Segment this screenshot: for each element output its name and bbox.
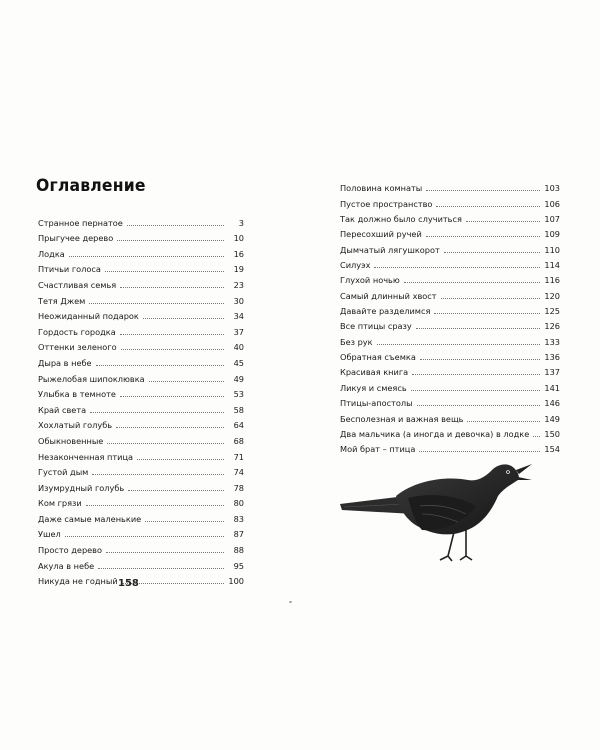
toc-entry-title: Обыкновенные <box>38 435 104 446</box>
toc-list-right <box>340 178 560 454</box>
toc-entry-title: Обратная съемка <box>340 352 416 363</box>
toc-dot-leader <box>417 404 540 406</box>
toc-entry[interactable] <box>38 212 244 228</box>
toc-entry-page: 58 <box>233 404 244 415</box>
toc-dot-leader <box>137 458 224 460</box>
toc-dot-leader <box>444 251 540 253</box>
toc-dot-leader <box>116 426 224 428</box>
toc-entry-page: 110 <box>544 244 560 255</box>
toc-entry[interactable] <box>38 337 244 353</box>
toc-entry-title: Изумрудный голубь <box>38 482 125 493</box>
toc-list-left <box>38 212 244 586</box>
toc-entry[interactable] <box>38 524 244 540</box>
toc-dot-leader <box>127 224 224 226</box>
toc-dot-leader <box>107 442 224 444</box>
toc-entry-title: Самый длинный хвост <box>340 290 437 301</box>
toc-entry-title: Ликуя и смеясь <box>340 382 407 393</box>
toc-entry-page: 109 <box>544 229 560 240</box>
toc-entry[interactable] <box>38 321 244 337</box>
toc-entry-title: Силуэх <box>340 260 371 271</box>
toc-entry[interactable] <box>340 301 560 316</box>
toc-entry[interactable] <box>38 508 244 524</box>
toc-entry[interactable] <box>340 424 560 439</box>
toc-dot-leader <box>420 358 540 360</box>
toc-dot-leader <box>143 317 224 319</box>
toc-dot-leader <box>120 395 224 397</box>
toc-entry-page: 30 <box>233 295 244 306</box>
toc-entry[interactable] <box>340 331 560 346</box>
toc-entry-page: 107 <box>544 214 560 225</box>
toc-dot-leader <box>374 266 540 268</box>
toc-entry-page: 37 <box>233 326 244 337</box>
toc-entry-title: Ком грязи <box>38 498 82 509</box>
toc-entry[interactable] <box>340 347 560 362</box>
toc-entry-page: 34 <box>233 311 244 322</box>
toc-entry-title: Край света <box>38 404 87 415</box>
toc-dot-leader <box>128 489 224 491</box>
toc-entry-title: Красивая книга <box>340 367 409 378</box>
toc-entry[interactable] <box>340 224 560 239</box>
toc-entry[interactable] <box>340 178 560 193</box>
toc-entry-page: 78 <box>233 482 244 493</box>
toc-dot-leader <box>436 205 540 207</box>
toc-entry[interactable] <box>38 243 244 259</box>
toc-entry[interactable] <box>38 571 244 587</box>
toc-dot-leader <box>467 420 540 422</box>
toc-entry-page: 137 <box>544 367 560 378</box>
toc-dot-leader <box>426 189 540 191</box>
toc-dot-leader <box>86 504 224 506</box>
toc-dot-leader <box>120 286 224 288</box>
toc-entry-title: Птичьи голоса <box>38 264 101 275</box>
toc-entry-title: Лодка <box>38 248 65 259</box>
toc-dot-leader <box>90 411 224 413</box>
toc-dot-leader <box>145 520 224 522</box>
toc-entry-page: 116 <box>544 275 560 286</box>
toc-entry[interactable] <box>38 399 244 415</box>
toc-entry-page: 74 <box>233 467 244 478</box>
toc-entry-page: 87 <box>233 529 244 540</box>
toc-entry-title: Половина комнаты <box>340 183 423 194</box>
toc-entry-title: Тетя Джем <box>38 295 86 306</box>
toc-entry-page: 100 <box>228 576 244 587</box>
toc-entry-title: Прыгучее дерево <box>38 233 114 244</box>
toc-dot-leader <box>411 389 540 391</box>
toc-entry-title: Густой дым <box>38 467 89 478</box>
toc-entry[interactable] <box>38 555 244 571</box>
toc-entry-page: 3 <box>238 217 244 228</box>
toc-entry[interactable] <box>340 239 560 254</box>
toc-entry-title: Мой брат – птица <box>340 444 416 455</box>
toc-entry-page: 88 <box>233 545 244 556</box>
page-number: 158 <box>118 578 139 589</box>
toc-entry[interactable] <box>38 446 244 462</box>
toc-entry-title: Дыра в небе <box>38 357 92 368</box>
toc-entry-page: 10 <box>233 233 244 244</box>
toc-entry-page: 23 <box>233 279 244 290</box>
toc-entry-title: Пустое пространство <box>340 198 433 209</box>
toc-entry[interactable] <box>38 274 244 290</box>
toc-dot-leader <box>412 373 540 375</box>
toc-entry[interactable] <box>38 539 244 555</box>
toc-entry-page: 49 <box>233 373 244 384</box>
toc-entry-title: Неожиданный подарок <box>38 311 139 322</box>
toc-entry-page: 125 <box>544 306 560 317</box>
toc-entry[interactable] <box>340 393 560 408</box>
toc-entry[interactable] <box>340 285 560 300</box>
toc-entry-title: Счастливая семья <box>38 279 117 290</box>
toc-entry[interactable] <box>340 362 560 377</box>
toc-entry[interactable] <box>340 193 560 208</box>
toc-entry[interactable] <box>38 259 244 275</box>
toc-dot-leader <box>69 255 224 257</box>
toc-entry-page: 150 <box>544 428 560 439</box>
toc-entry[interactable] <box>340 316 560 331</box>
page-title: Оглавление <box>36 176 146 196</box>
toc-dot-leader <box>117 239 224 241</box>
toc-entry-page: 80 <box>233 498 244 509</box>
toc-entry[interactable] <box>38 228 244 244</box>
toc-dot-leader <box>106 551 224 553</box>
toc-dot-leader <box>377 343 540 345</box>
toc-entry-title: Все птицы сразу <box>340 321 412 332</box>
toc-entry[interactable] <box>38 493 244 509</box>
toc-dot-leader <box>120 333 224 335</box>
toc-entry[interactable] <box>38 462 244 478</box>
toc-entry-title: Никуда не годный <box>38 576 118 587</box>
toc-entry-title: Акула в небе <box>38 560 95 571</box>
toc-entry-page: 83 <box>233 513 244 524</box>
toc-entry[interactable] <box>38 368 244 384</box>
toc-dot-leader <box>441 297 540 299</box>
toc-dot-leader <box>92 473 224 475</box>
toc-dot-leader <box>98 567 224 569</box>
toc-entry-title: Хохлатый голубь <box>38 420 113 431</box>
toc-entry-title: Птицы-апостолы <box>340 398 413 409</box>
toc-entry-title: Два мальчика (а иногда и девочка) в лодке <box>340 428 530 439</box>
toc-entry-title: Улыбка в темноте <box>38 389 116 400</box>
toc-entry-page: 106 <box>544 198 560 209</box>
toc-dot-leader <box>416 327 540 329</box>
toc-entry-page: 64 <box>233 420 244 431</box>
toc-dot-leader <box>96 364 224 366</box>
toc-entry-title: Странное пернатое <box>38 217 123 228</box>
toc-dot-leader <box>65 535 224 537</box>
toc-entry-page: 16 <box>233 248 244 259</box>
toc-entry[interactable] <box>340 209 560 224</box>
toc-entry-page: 120 <box>544 290 560 301</box>
toc-dot-leader <box>434 312 540 314</box>
toc-dot-leader <box>426 235 540 237</box>
toc-entry-page: 68 <box>233 435 244 446</box>
toc-entry[interactable] <box>340 255 560 270</box>
toc-entry-title: Глухой ночью <box>340 275 400 286</box>
toc-entry-page: 141 <box>544 382 560 393</box>
toc-dot-leader <box>533 435 540 437</box>
toc-entry-title: Пересохший ручей <box>340 229 422 240</box>
toc-entry-title: Даже самые маленькие <box>38 513 142 524</box>
toc-entry[interactable] <box>38 352 244 368</box>
toc-dot-leader <box>105 270 224 272</box>
toc-dot-leader <box>466 220 540 222</box>
toc-entry-page: 114 <box>544 260 560 271</box>
toc-entry-page: 136 <box>544 352 560 363</box>
toc-dot-leader <box>121 348 224 350</box>
toc-entry[interactable] <box>340 377 560 392</box>
toc-entry[interactable] <box>38 430 244 446</box>
toc-dot-leader <box>404 281 540 283</box>
toc-entry-page: 40 <box>233 342 244 353</box>
toc-entry[interactable] <box>38 384 244 400</box>
toc-entry-title: Ушел <box>38 529 61 540</box>
toc-entry-title: Давайте разделимся <box>340 306 431 317</box>
toc-entry-title: Рыжелобая шипоклювка <box>38 373 145 384</box>
toc-entry-page: 71 <box>233 451 244 462</box>
toc-dot-leader <box>149 380 224 382</box>
toc-dot-leader <box>89 302 224 304</box>
toc-entry[interactable] <box>340 408 560 423</box>
paper-speck <box>289 601 292 603</box>
toc-entry-page: 146 <box>544 398 560 409</box>
toc-entry-page: 103 <box>544 183 560 194</box>
toc-entry-title: Оттенки зеленого <box>38 342 117 353</box>
toc-entry-title: Просто дерево <box>38 545 103 556</box>
toc-entry-page: 154 <box>544 444 560 455</box>
toc-entry-page: 45 <box>233 357 244 368</box>
toc-entry[interactable] <box>38 290 244 306</box>
toc-entry-page: 126 <box>544 321 560 332</box>
bird-illustration <box>336 440 536 570</box>
toc-entry-title: Так должно было случиться <box>340 214 462 225</box>
toc-entry[interactable] <box>340 270 560 285</box>
toc-entry-page: 19 <box>233 264 244 275</box>
toc-entry[interactable] <box>38 477 244 493</box>
toc-entry-page: 53 <box>233 389 244 400</box>
toc-entry[interactable] <box>38 415 244 431</box>
toc-entry-page: 95 <box>233 560 244 571</box>
toc-entry-title: Бесполезная и важная вещь <box>340 413 464 424</box>
toc-entry-title: Гордость городка <box>38 326 116 337</box>
toc-entry[interactable] <box>38 306 244 322</box>
toc-entry-title: Без рук <box>340 336 373 347</box>
toc-entry-page: 133 <box>544 336 560 347</box>
toc-entry-title: Незаконченная птица <box>38 451 134 462</box>
toc-entry-title: Дымчатый лягушкорот <box>340 244 440 255</box>
toc-entry-page: 149 <box>544 413 560 424</box>
